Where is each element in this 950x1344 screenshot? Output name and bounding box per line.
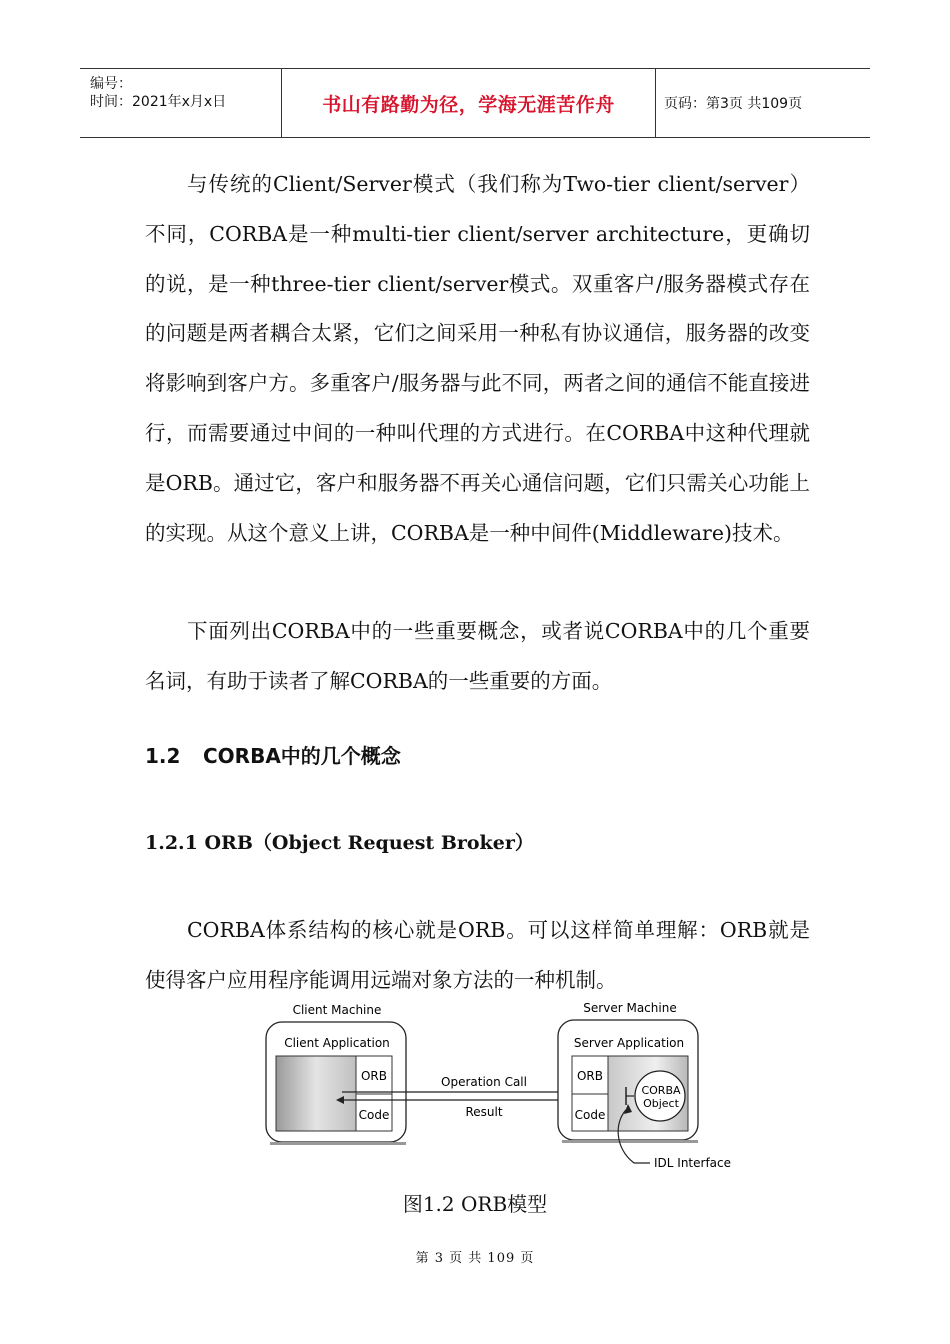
header-page-cell: [656, 69, 870, 137]
server-machine-label: Server Machine: [583, 1001, 677, 1015]
corba-object-label-line2: Object: [643, 1097, 679, 1110]
document-number-label: 编号：: [90, 76, 132, 92]
server-code-label: Code: [574, 1108, 606, 1122]
server-machine-shadow: [562, 1140, 698, 1143]
header-motto-cell: [281, 69, 656, 137]
document-date-label: 时间：2021年x月x日: [90, 94, 227, 110]
client-application-label: Client Application: [284, 1036, 390, 1050]
section-title: CORBA中的几个概念: [203, 744, 401, 768]
page-footer: 第 3 页 共 109 页: [415, 1251, 535, 1266]
page-code: 页码：第3页 共109页: [664, 96, 803, 112]
client-orb-label: ORB: [360, 1069, 388, 1083]
header-info-cell: [80, 69, 280, 137]
idl-interface-label: IDL Interface: [654, 1156, 732, 1170]
client-application-area: [276, 1056, 356, 1131]
paragraph-orb: CORBA体系结构的核心就是ORB。可以这样简单理解：ORB就是使得客户应用程序能调用远端对象方法的一种机制。: [145, 918, 810, 992]
server-application-label: Server Application: [573, 1036, 685, 1050]
client-machine-label: Client Machine: [292, 1003, 382, 1017]
figure-caption: 图1.2 ORB模型: [402, 1192, 548, 1216]
orb-model-diagram: [262, 998, 732, 1173]
client-machine-shadow: [270, 1142, 406, 1145]
client-code-label: Code: [358, 1108, 390, 1122]
paragraph-intro: 与传统的Client/Server模式（我们称为Two-tier client/server）不同，CORBA是一种multi-tier client/server architecture，更确切的说，是一种three-tier client/server模式。双重客户/服务器模式存在的问题是两者耦合太紧，它们之间采用一种私有协议通信，服务器的改变将影响到客户方。多重客户/服务器与此不同，两者之间的通信不能直接进行，而需要通过中间的一种叫代理的方式进行。在CORBA中这种代理就是ORB。通过它，客户和服务器不再关心通信问题，它们只需关心功能上的实现。从这个意义上讲，CORBA是一种中间件(Middleware)技术。: [145, 172, 810, 545]
header-table: [80, 68, 870, 138]
motto-text: 书山有路勤为径，学海无涯苦作舟: [322, 93, 615, 116]
paragraph-concepts: 下面列出CORBA中的一些重要概念，或者说CORBA中的几个重要名词，有助于读者了解CORBA的一些重要的方面。: [145, 619, 810, 693]
operation-call-label: Operation Call: [441, 1075, 527, 1089]
section-heading: [145, 740, 401, 769]
subsection-heading: 1.2.1 ORB（Object Request Broker）: [145, 832, 534, 854]
corba-object-label-line1: CORBA: [641, 1084, 681, 1097]
server-orb-label: ORB: [576, 1069, 604, 1083]
section-number: 1.2: [145, 744, 181, 768]
result-label: Result: [465, 1105, 503, 1119]
